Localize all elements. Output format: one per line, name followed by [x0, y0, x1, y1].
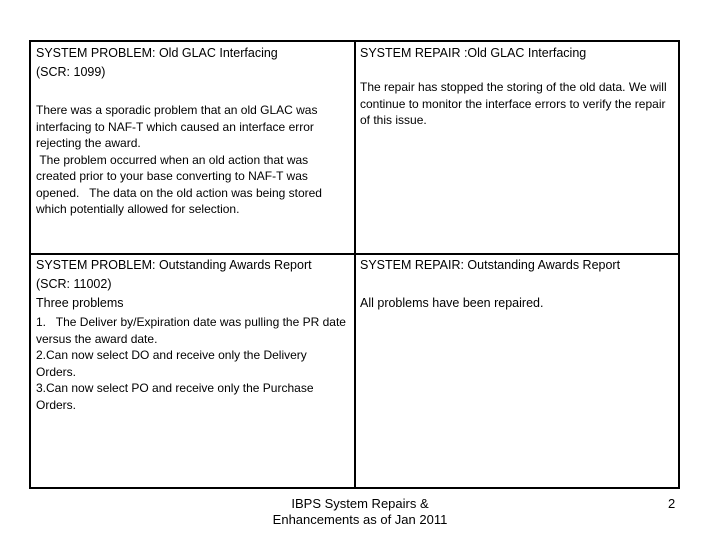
problem-intro: Three problems — [36, 296, 124, 310]
problem-title: SYSTEM PROBLEM: Old GLAC Interfacing — [36, 46, 278, 60]
problem-item-2: 2.Can now select DO and receive only the Delivery Orders. — [36, 348, 311, 379]
row-divider — [31, 253, 678, 255]
problem-title: SYSTEM PROBLEM: Outstanding Awards Report — [36, 258, 312, 272]
repair-cell-glac — [360, 45, 672, 129]
footer-line-1: IBPS System Repairs & — [291, 496, 429, 511]
column-divider — [354, 42, 356, 487]
footer-line-2: Enhancements as of Jan 2011 — [272, 512, 448, 527]
repair-title: SYSTEM REPAIR: Outstanding Awards Report — [360, 258, 621, 272]
problem-description-continued: The problem occurred when an old action that was created prior to your base converting to NAF-T was opened. The data on the old action was being stored which potentially allowed for selection. — [36, 152, 326, 216]
slide-footer — [250, 496, 470, 528]
scr-number: (SCR: 11002) — [36, 277, 112, 291]
problem-item-3: 3.Can now select PO and receive only the Purchase Orders. — [36, 381, 317, 412]
problem-description: There was a sporadic problem that an old GLAC was interfacing to NAF-T which caused an interface error rejecting the award. — [36, 103, 321, 150]
repair-description: All problems have been repaired. — [360, 296, 544, 310]
repair-description: The repair has stopped the storing of the old data. We will continue to monitor the interface errors to verify the repair of this issue. — [360, 80, 670, 127]
repair-cell-awards-report — [360, 257, 672, 312]
problem-item-1: 1. The Deliver by/Expiration date was pulling the PR date versus the award date. — [36, 315, 350, 346]
page-number: 2 — [668, 496, 676, 511]
repairs-table — [29, 40, 680, 489]
problem-cell-awards-report — [36, 257, 348, 413]
problem-cell-glac — [36, 45, 348, 218]
repair-title: SYSTEM REPAIR :Old GLAC Interfacing — [360, 46, 587, 60]
scr-number: (SCR: 1099) — [36, 65, 106, 79]
